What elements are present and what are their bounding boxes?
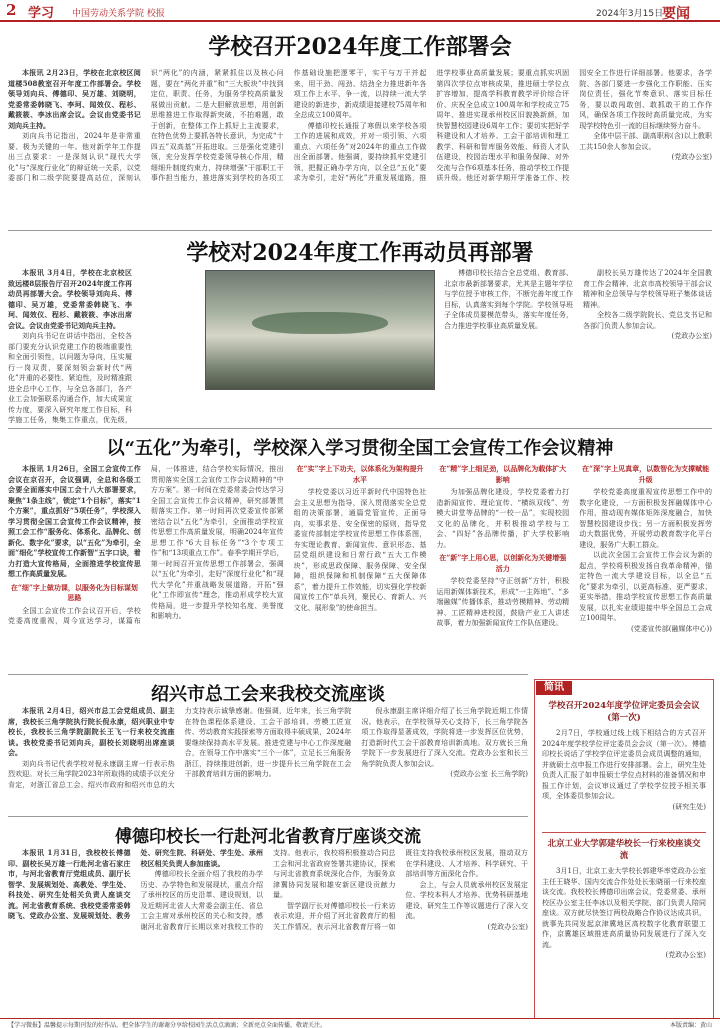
divider (8, 428, 712, 429)
issue-date: 2024年3月15日 (596, 9, 664, 19)
article-subheading: 在“深”字上见真章，以数智化为支撑赋能升级 (582, 464, 710, 484)
article-body (444, 268, 712, 424)
article-paragraph: 全体中层干部、副高职称(含)以上教职工共150余人参加会议。 (579, 132, 712, 151)
article-title: 学校对2024年度工作再动员再部署 (186, 240, 534, 266)
divider (8, 674, 528, 675)
article-body (8, 68, 712, 228)
article-subheading: 在“实”字上下功夫，以体系化为架构提升水平 (296, 464, 424, 484)
article-title: 傅德印校长一行赴河北省教育厅座谈交流 (115, 827, 421, 847)
divider (8, 230, 712, 231)
article-paragraph: 全国工会宣传工作会议召开后，学校党委高度重视，周今宣达学习，谋篇布局，一体推进，结合学校实际情况，推出贯彻落实全国工会宣传工作会议精神的“中方方案”。第一时间在党委常委会传达学习全国工会宣传工作会议精神，研究部署贯彻落实工作。第一时间再次党委宣传部紧密结合以“五化”为牵引，全面推动学校宣传思想工作高质量发展，明确2024年宣传思想工作“6大目标任务”“3个专项工作”和“13项重点工作”。春季学期开学后，第一时间召开宣传思想工作部署会，强调以“五化”为牵引，走好“深度行业化”和“现代大学化”并重战略发展道路，开拓“强化”工作即宣传“理念，推动形成学校大宣传格局，进一步提升学校知名度、美誉度和影响力。 (8, 465, 284, 625)
article-credit: (党政办公室) (671, 153, 712, 161)
article-credit: (党政办公室 长三角学院) (450, 770, 528, 778)
brief-paragraph: 2月7日，学校通过线上线下相结合的方式召开2024年度学校学位评定委员会会议（第一次）。傅德印校长说话了学校学位评定委员会成员调整的通知，并就硕士点申报工作进行安排部署。会上，研究生处负责人汇报了如申报硕士学位点材料的准备情况和申报工作计划，会议审议通过了学校学位授予相关事项，全体委员参加会议。 (542, 729, 706, 800)
divider (8, 816, 528, 817)
article-paragraph: 以此次全国工会宣传工作会议为新的起点，学校将积极发扬自我革命精神，锚定特色一流大学建设目标，以全总“五化”要求为牵引，以更高标准、更严要求、更实举措，推动学校宣传思想工作高质量发展，以扎实业绩迎接中华全国总工会成立100周年。 (579, 551, 712, 622)
article-title: 学校召开2024年度工作部署会 (208, 34, 512, 60)
article-paragraph: 傅德印校长结合全总党组、教育部、北京市最新部署要求，尤其是主题年学位与学位授予审核工作，不断完善年度工作目标，认真落实到每个学院。学校领导班子全体成员要模范带头，落实年度任务，合力推进学校事业高质量发展。 (444, 269, 573, 330)
page-header (0, 0, 720, 22)
article-body (8, 464, 712, 670)
article-paragraph: 傅德印校长通报了寒假以来学校各项工作的进展和成效，并对一项引领、六项重点、六项任务”对2024年的重点工作做出全面部署。他强调，要持续抓牢党建引领，把握正确办学方向，以全总“五化”要求为牵引，走好“两化”并重发展道路，推进学校事业高质量发展；要重点抓实巩固第四次学位点审核成果，推进硕士学位点扩容增加，提高学科教育教学评价综合评价、庆祝全总成立100周年和学校成立75周年、推进实现承州校区旧貌换新颜，加快智慧校园建设6周年工作；要切实把好学科建设和人才培养、工会干部培训和理工教学、科研和智库服务效能、师资人才队伍建设，校园治理水平和服务保障、对外交流与合作6项基本任务，推动学校工作提质升级。他还对新学期开学准备工作、校园安全工作进行详细部署。他要求，各学院、各部门要进一步强化工作职能、压实岗位责任，强化节奏意识、落实目标任务，要以敢闯敢创、敢抓敢干的工作作风，确保各项工作按时高质量完成，为实现学校特色引一流的目标继续努力奋斗。 (293, 69, 712, 182)
divider (542, 832, 706, 833)
article-subheading: 在“精”字上细足劲，以品牌化为载体扩大影响 (439, 464, 567, 484)
article-paragraph: 学校党委高度重视宣传思想工作中的数字化建设，一方面积极发挥融媒体中心作用，推动现有媒体矩阵深度融合，加快智慧校园建设步伐；另一方面积极发挥劳动大数据优势，开展劳动教育数字化平台建设，服务广大职工群众。 (579, 488, 712, 549)
article-paragraph: 为加强品牌化建设，学校党委着力打造新闻宣传、理论宣传、“横纵双线”、劳模大讲堂等品牌的“一校一品”，实现校园文化的品牌化，并积极推动学校与工会、“四好”各品牌传播，扩大学校影响力。 (436, 488, 570, 549)
section-name: 要闻 (662, 6, 690, 22)
article-credit: (党政办公室) (671, 332, 712, 340)
footer-note: 【学习微报】温馨提示每期刊发的好作品，把全体学生的谢谢分享给校园生活点点滴滴；全新亮点全面传播，敬请关注。 (8, 1022, 327, 1028)
article-credit: (党委宣传部(融媒体中心)) (631, 624, 712, 633)
article-paragraph: 本报讯 1月31日，我校校长傅德印、副校长吴万雄一行赴河北省石家庄市，与河北省教育厅党组成员、副厅长智学、发展规划处、高教处、学生处、科技处、研究生处相关负责人座谈交流。河北省教育系统、我校党委常委韩晓飞、党政办公室、发展规划处、教务处、研究生院、科研处、学生处、承州校区相关负责人参加座谈。 (8, 848, 263, 920)
article-paragraph: 本报讯 2月23日，学校在北京校区阅道楼508教室召开年度工作部署会。学校领导刘向兵、傅德印、吴万雄、刘晓明，党委常委韩晓飞、李珂、闻效仪、程杉、戴筱筱、李冰出席会议。会议由党委书记刘向兵主持。 (8, 68, 141, 130)
brief-title: 北京工业大学郭建华校长一行来校座谈交流 (547, 839, 701, 861)
article-paragraph: 傅德印校长全面介绍了我校的办学历史、办学特色和发展现状，重点介绍了承州校区的历史沿革、建设规划，以及近期河北省人大常委会副主任、省总工会主席对承州校区的关心和支持，感谢河北省教育厅长期以来对我校工作的支持。他表示，我校将积极推动合同总工会和河北省政府签署共建协议，探索与河北省教育系统深化合作，为服务京津冀协同发展和雄安新区建设贡献力量。 (140, 849, 396, 931)
newspaper-logo: 学习 (28, 6, 55, 21)
article-paragraph: 智学副厅长对傅德印校长一行来访表示欢迎，并介绍了河北省教育厅的相关工作情况，表示河北省教育厅将一如既往支持我校承州校区发展，推动双方在学科建设、人才培养、科学研究、干部培训等方面深化合作。 (273, 849, 528, 931)
article-paragraph: 学校党委坚持“守正创新”方针，积极运用新媒体新技术，形成“一主阵地”、“多端融媒”传播体系，推动劳模精神、劳动精神、工匠精神进校园，鼓励产业工人讲述故事，着力加强新闻宣传工作队伍建设。 (436, 577, 570, 627)
article-paragraph: 副校长吴万雄传达了2024年全国教育工作会精神、北京市高校领导干部会议精神和全总领导与学校领导班子集体谈话精神。 (583, 269, 712, 309)
article-subheading: 在“细”字上做功课，以服务化为目标谋划思路 (10, 582, 138, 602)
article-body (8, 848, 528, 1016)
brief-paragraph: 3月1日，北京工业大学校长郭建华率党政办公室主任王晓华、国内交流合作处处长张晓丽一行来校座谈交流。我校校长傅德印出席会议，党委常委、承州校区办公室主任李冰以及相关学院、部门负责人陪同座谈。双方就尽快签订两校战略合作协议达成共识，就事先共同发起京津冀地区高校数字化教育联盟工作，京冀雄区域推进高质量协同发展进行了深入交流。 (542, 867, 706, 949)
article-paragraph: 刘向兵书记代表学校对倪永康副主席一行表示热烈欢迎。对长三角学院2023年所取得的成绩予以充分肯定，对浙江省总工会、绍兴市政府和绍兴市总的大力支持表示诚挚感谢。他强调，近年来，长三角学院在特色课程体系建设、工会干部培训、劳模工匠宣传、劳动教育实践探索等方面取得丰硕成果，2024年要继续保持高水平发展。推进党建与中心工作深度融合，在领导工作中落实“三个一体”，立足长三角服务浙江，持续推进创新，进一步提升长三角学院在工会干部教育培训方面的影响力。 (8, 707, 352, 789)
article-body (8, 706, 528, 812)
brief-credit: (党政办公室) (665, 951, 706, 959)
article-paragraph: 本报讯 1月26日，全国工会宣传工作会议在京召开，会议强调，全总和各级工会要全面落实中国工会十八大部署要求，聚焦“1条主线”，锁定“1个目标”，落实“1个方案”，重点抓好“5项任务”，学校深入学习贯彻全国工会宣传工作会议精神，按照工会工作“服务化、体系化、品牌化、创新化、数字化”要求，以“五化”为牵引，全面“细化”学校宣传工作新智“五字口诀，着力打造大宣传格局，全面推进学校宣传思想工作高质量发展。 (8, 464, 141, 578)
brief-body (542, 728, 706, 828)
brief-credit: (研究生处) (672, 802, 706, 811)
article-paragraph: 刘向兵书记在讲话中指出，全校各部门要充分认识党建工作的极端重要性和全面引领性，以问题为导向，压实履行一岗双责，要深刻领会新时代“两化”并重的必要性、紧迫性，及时精准跟进全总中心工作，与全总各部门，各产业工会加强联系沟通合作，加大成果宣传力度，要深入研究年度工作目标，科学施工任务，集集工作重点，优先级， (8, 332, 132, 424)
article-paragraph: 本报讯 2月4日，绍兴市总工会党组成员、副主席，我校长三角学院执行院长倪永康，绍兴职业中专校长，我校长三角学院副院长王飞一行来校交流座谈。我校党委书记刘向兵，副校长刘晓明出席座谈会。 (8, 706, 175, 757)
brief-body (542, 866, 706, 1016)
page-footer (0, 1018, 720, 1028)
article-title: 绍兴市总工会来我校交流座谈 (151, 684, 385, 705)
meeting-photo (205, 270, 435, 390)
footer-editor: 本版责编：黄山 (669, 1022, 712, 1028)
article-paragraph: 本报讯 3月4日，学校在北京校区致远楼8层报告厅召开2024年度工作再动员再部署大会。学校领导刘向兵、傅德印、吴万雄，党委常委韩晓飞、李珂、闻效仪、程杉、戴筱筱、李冰出席会议。会议由党委书记刘向兵主持。 (8, 268, 132, 330)
article-paragraph: 会上，与会人员就承州校区发展定位、学校本科人才培养、优势科研基地建设、研究生工作等议题进行了深入交流。 (405, 880, 528, 920)
page-number: 2 (6, 1, 17, 19)
article-credit: (党政办公室) (487, 922, 528, 931)
brief-title: 学校召开2024年度学位评定委员会会议(第一次) (548, 701, 700, 723)
article-paragraph: 学校党委以习近平新时代中国特色社会主义思想为指导，深入贯彻落实全总党组的决策部署，通篇党管宣传，正面导向，实事求是、安全保密的原则，指导党委宣传部制定学校宣传思想工作体系图，夯实理论教育、新闻宣传、意识形态、基层党组织建设和日常行政“五大工作模块”，形成思政保障、服务保障、安全保障，组织保障和机制保障“五大保障体系”，着力提升工作效能，切实强化学校新闻宣传工作“单兵列，聚民心、育新人、兴文化、展形象”的使命担当。 (293, 488, 427, 612)
article-title: 以“五化”为牵引，学校深入学习贯彻全国工会宣传工作会议精神 (106, 438, 614, 459)
article-paragraph: 倪永康副主席详细介绍了长三角学院近期工作情况。他表示，在学校领导关心支持下，长三角学院各项工作取得显著成效，学院将进一步发挥区位优势，打造新时代工会干部教育培训新高地。双方就长三角学院下一步发展进行了深入交流。党政办公室和长三角学院负责人参加会议。 (361, 707, 528, 768)
article-paragraph: 刘向兵书记指出，2024年是非常重要、极为关键的一年。他对新学年工作提出三点要求：一是深刻认识“现代大学化”与“深度行业化”的辩证统一关系，以党委部门和二级学院要提高站位，深刻认识“两化”的内涵，紧紧抓住以及核心问题，要在“两化并重”和“三大板块”中找到定位，职责、任务，为服务学校高质量发展做出贡献。二是大胆解放思想，用创新思维推进工作取得新突破，不拍难题，敢于创新，在整体工作上抓好上主流要求，在特色优势上要抓各特长意识，为完成“十四五”双高基”开拓进取。三是强化党建引领，充分发挥学校党委领导核心作用，精细细升制度约束力，持续增强“干部职工干事作担当能力，推进落实到学校的各项工作基础设施把逻零干，实干与万干并起来，用干劲、闯劲、结劲全力推进新年各项工作上水平、争一流，以持续一流大学建设的新进步，新成绩迎接建校75周年和全总成立100周年。 (8, 69, 427, 182)
article-subheading: 在“新”字上用心思，以创新化为关键增强活力 (439, 553, 567, 573)
article-body (8, 268, 132, 424)
brief-news-tag: 简讯 (536, 681, 572, 695)
newspaper-subtitle: 中国劳动关系学院 校报 (72, 9, 165, 19)
article-paragraph: 全校各二级学院院长、党总支书记和各部门负责人参加会议。 (583, 311, 712, 330)
